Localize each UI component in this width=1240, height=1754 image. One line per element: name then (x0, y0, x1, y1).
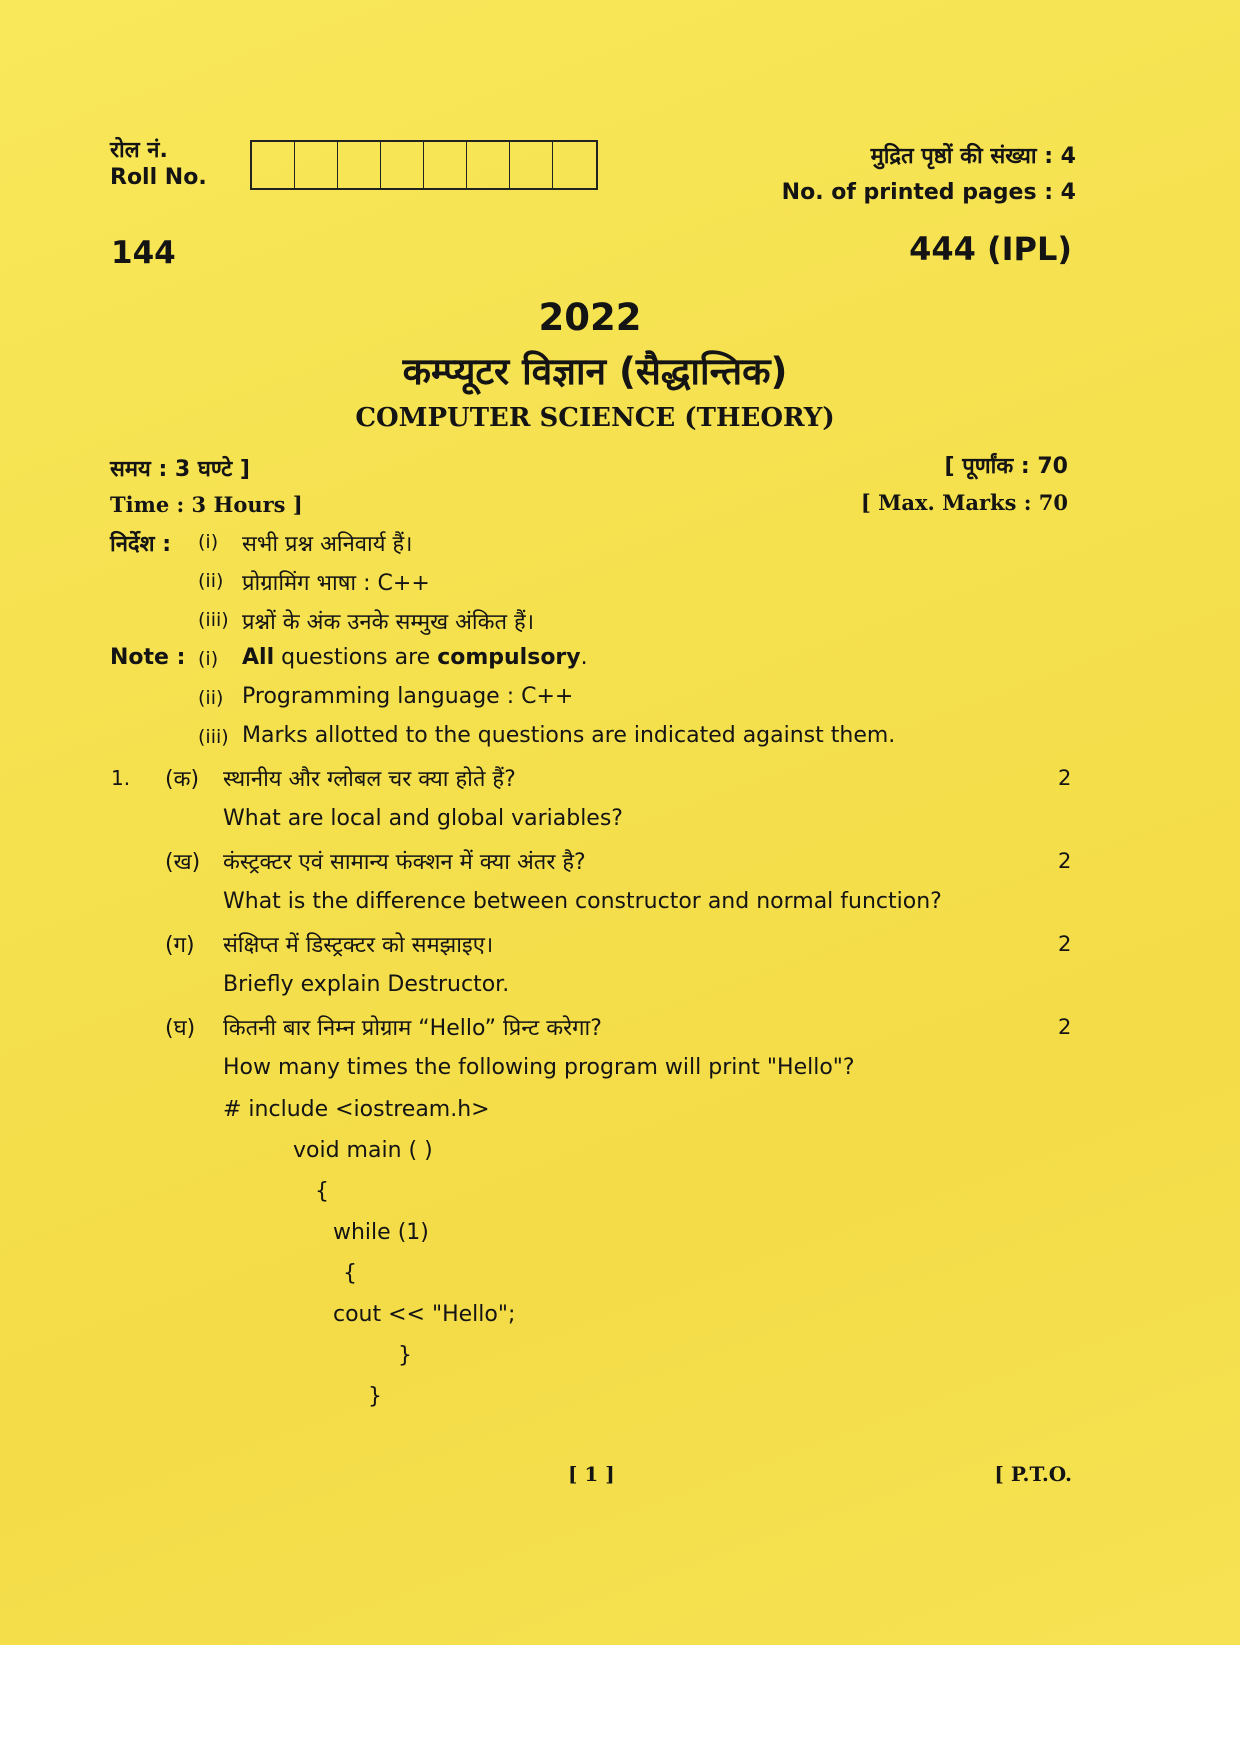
question-number: 1. (111, 766, 131, 790)
part-label: (ख) (165, 850, 201, 875)
instruction-hindi: सभी प्रश्न अनिवार्य हैं। (242, 532, 413, 557)
roll-label-english: Roll No. (110, 165, 207, 190)
question-hindi: कितनी बार निम्न प्रोग्राम “Hello” प्रिन्ट करेगा? (223, 1016, 602, 1041)
code-line-cout: cout << "Hello"; (333, 1302, 516, 1327)
question-english: What is the difference between constructor and normal function? (223, 889, 942, 914)
roll-box[interactable] (553, 142, 596, 188)
part-label: (क) (165, 767, 200, 792)
question-marks: 2 (1058, 766, 1072, 790)
page-number: [ 1 ] (568, 1462, 615, 1486)
question-english: What are local and global variables? (223, 806, 623, 831)
instruction-number: (i) (198, 531, 219, 553)
question-hindi: कंस्ट्रक्टर एवं सामान्य फंक्शन में क्या अंतर है? (223, 850, 586, 875)
question-hindi: संक्षिप्त में डिस्ट्रक्टर को समझाइए। (223, 933, 494, 958)
instruction-number: (ii) (198, 570, 224, 592)
printed-pages-english: No. of printed pages : 4 (781, 180, 1076, 205)
instructions-label-hindi: निर्देश : (110, 532, 172, 557)
max-marks-hindi: [ पूर्णांक : 70 (944, 454, 1068, 479)
instruction-number: (i) (198, 648, 219, 670)
instruction-english: Marks allotted to the questions are indicated against them. (242, 723, 896, 748)
time-english: Time : 3 Hours ] (110, 492, 303, 517)
roll-box[interactable] (338, 142, 381, 188)
question-english: How many times the following program will print "Hello"? (223, 1055, 855, 1080)
code-line-while: while (1) (333, 1220, 429, 1245)
part-label: (घ) (165, 1016, 196, 1041)
question-marks: 2 (1058, 1015, 1072, 1039)
instruction-text: questions are (274, 645, 438, 670)
please-turn-over: [ P.T.O. (994, 1462, 1072, 1486)
instruction-hindi: प्रोग्रामिंग भाषा : C++ (242, 571, 430, 596)
question-hindi: स्थानीय और ग्लोबल चर क्या होते हैं? (223, 767, 516, 792)
paper-code-left: 144 (111, 235, 176, 271)
instruction-english (242, 645, 588, 670)
question-marks: 2 (1058, 849, 1072, 873)
time-hindi: समय : 3 घण्टे ] (110, 457, 250, 482)
code-line-open-brace: { (315, 1179, 329, 1204)
instruction-english: Programming language : C++ (242, 684, 574, 709)
roll-box[interactable] (252, 142, 295, 188)
instruction-period: . (580, 645, 588, 670)
part-label: (ग) (165, 933, 195, 958)
instruction-number: (iii) (198, 726, 229, 748)
emphasis-all: All (242, 645, 275, 670)
roll-number-boxes[interactable] (250, 140, 598, 190)
emphasis-compulsory: compulsory (437, 645, 581, 670)
note-label-english: Note : (110, 645, 186, 670)
roll-box[interactable] (467, 142, 510, 188)
code-line-open-brace-inner: { (343, 1261, 357, 1286)
code-line-close-brace: } (368, 1384, 382, 1409)
paper-code-right: 444 (IPL) (909, 230, 1072, 268)
roll-label-hindi: रोल नं. (110, 138, 168, 163)
exam-year: 2022 (538, 296, 642, 339)
code-line-include: # include <iostream.h> (223, 1097, 490, 1122)
roll-box[interactable] (510, 142, 553, 188)
roll-box[interactable] (424, 142, 467, 188)
question-english: Briefly explain Destructor. (223, 972, 510, 997)
printed-pages-hindi: मुद्रित पृष्ठों की संख्या : 4 (870, 144, 1076, 169)
max-marks-english: [ Max. Marks : 70 (860, 490, 1068, 515)
instruction-number: (ii) (198, 687, 224, 709)
subject-title-english: COMPUTER SCIENCE (THEORY) (355, 403, 835, 433)
question-marks: 2 (1058, 932, 1072, 956)
instruction-number: (iii) (198, 609, 229, 631)
instruction-hindi: प्रश्नों के अंक उनके सम्मुख अंकित हैं। (242, 610, 535, 635)
subject-title-hindi: कम्प्यूटर विज्ञान (सैद्धान्तिक) (402, 350, 788, 393)
roll-box[interactable] (295, 142, 338, 188)
code-line-main: void main ( ) (293, 1138, 433, 1163)
code-line-close-brace-inner: } (398, 1343, 412, 1368)
roll-box[interactable] (381, 142, 424, 188)
